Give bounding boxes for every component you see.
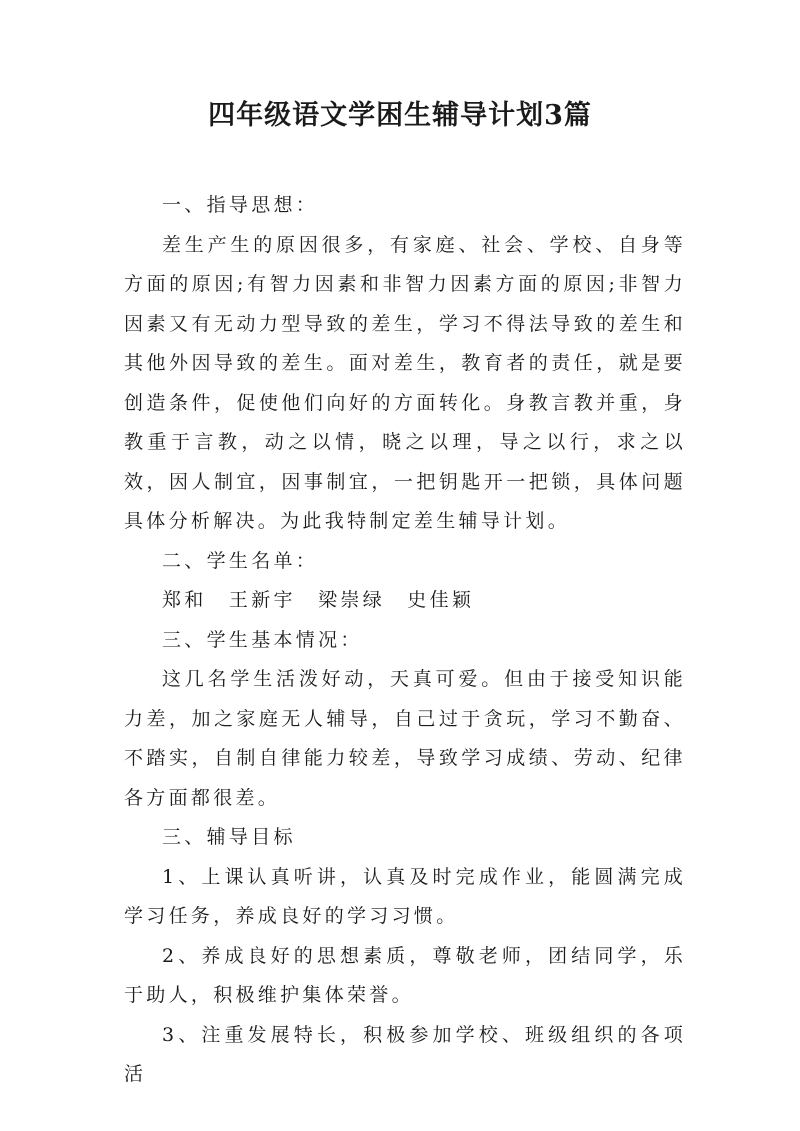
document-body xyxy=(124,186,686,1095)
paragraph-student-names: 郑和 王新宇 梁崇绿 史佳颖 xyxy=(162,589,475,611)
section-heading-student-list: 二、学生名单： xyxy=(162,549,319,572)
document-title: 四年级语文学困生辅导计划3篇 xyxy=(208,100,592,131)
goal-item-2: 2、养成良好的思想素质，尊敬老师，团结同学，乐于助人，积极维护集体荣誉。 xyxy=(124,944,686,1006)
section-heading-goals: 三、辅导目标 xyxy=(162,826,296,848)
paragraph-student-situation: 这几名学生活泼好动，天真可爱。但由于接受知识能力差，加之家庭无人辅导，自己过于贪玩，学习不勤奋、不踏实，自制自律能力较差，导致学习成绩、劳动、纪律各方面都很差。 xyxy=(124,668,686,809)
section-heading-guiding-idea: 一、指导思想： xyxy=(162,194,319,216)
goal-item-3: 3、注重发展特长，积极参加学校、班级组织的各项活 xyxy=(124,1023,686,1085)
goal-item-1: 1、上课认真听讲，认真及时完成作业，能圆满完成学习任务，养成良好的学习习惯。 xyxy=(124,865,686,927)
paragraph-guiding-idea: 差生产生的原因很多，有家庭、社会、学校、自身等方面的原因;有智力因素和非智力因素方面的原因;非智力因素又有无动力型导致的差生，学习不得法导致的差生和其他外因导致的差生。面对差生，教育者的责任，就是要创造条件，促使他们向好的方面转化。身教言教并重，身教重于言教，动之以情，晓之以理，导之以行，求之以效，因人制宜，因事制宜，一把钥匙开一把锁，具体问题具体分析解决。为此我特制定差生辅导计划。 xyxy=(124,233,686,532)
section-heading-student-situation: 三、学生基本情况： xyxy=(162,628,363,651)
